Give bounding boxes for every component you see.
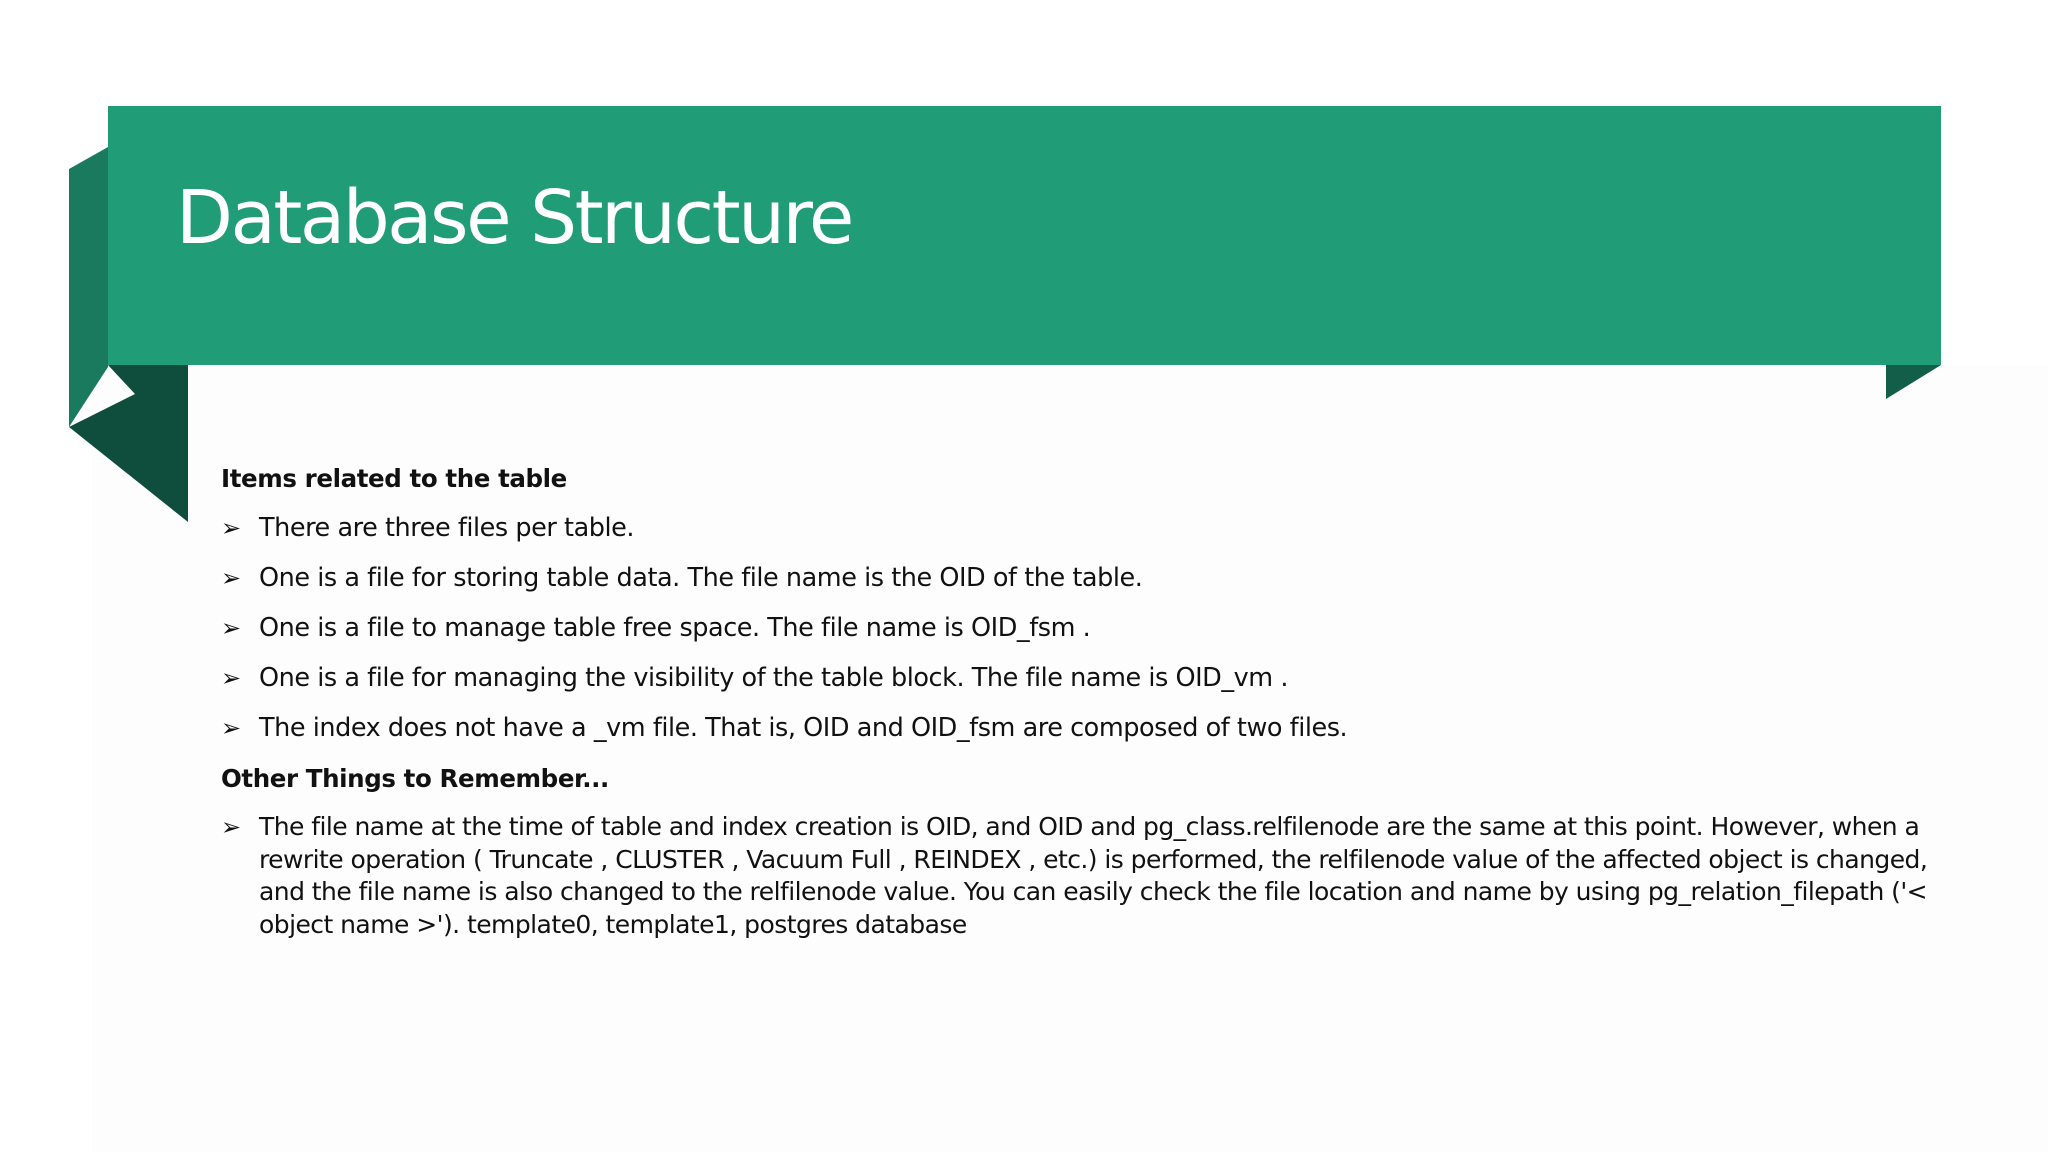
bullet-item: [221, 562, 1941, 595]
bullet-text: One is a file for storing table data. The file name is the OID of the table.: [259, 562, 1143, 593]
arrowhead-bullet-icon: ➢: [221, 614, 241, 643]
bullet-item: [221, 662, 1941, 695]
arrowhead-bullet-icon: ➢: [221, 813, 241, 842]
bullet-text: There are three files per table.: [259, 512, 635, 543]
bullet-item: [221, 712, 1941, 745]
bullet-item: [221, 811, 1941, 941]
arrowhead-bullet-icon: ➢: [221, 664, 241, 693]
arrowhead-bullet-icon: ➢: [221, 714, 241, 743]
bullet-text: One is a file to manage table free space. The file name is OID_fsm .: [259, 613, 1091, 644]
bullet-text: The index does not have a _vm file. That is, OID and OID_fsm are composed of two files.: [259, 713, 1348, 744]
slide-title: Database Structure: [176, 175, 852, 261]
title-ribbon: [0, 0, 2048, 540]
arrowhead-bullet-icon: ➢: [221, 563, 241, 592]
section-table-items: [221, 463, 1941, 746]
ribbon-fold-right: [1886, 365, 1941, 399]
slide-body: [221, 463, 1941, 958]
bullet-item: [221, 512, 1941, 545]
section-heading: Other Things to Remember...: [221, 763, 609, 793]
bullet-list: [221, 512, 1941, 746]
arrowhead-bullet-icon: ➢: [221, 513, 241, 542]
section-heading: Items related to the table: [221, 464, 567, 493]
ribbon-fold-left: [69, 147, 108, 427]
bullet-list: [221, 811, 1941, 941]
bullet-text: One is a file for managing the visibility of the table block. The file name is OID_vm .: [259, 663, 1288, 694]
section-other-things: [221, 763, 1941, 942]
bullet-item: [221, 612, 1941, 645]
bullet-text: The file name at the time of table and index creation is OID, and OID and pg_class.relfilenode are the same at this point. However, when a rewrite operation ( Truncate , CLUSTER , Vacuum Full , REINDEX , etc.) is performed, the relfilenode value of the affected object is changed, and the file name is also changed to the relfilenode value. You can easily check the file location and name by using pg_relation_filepath ('< object name >'). template0, template1, postgres database: [259, 812, 1928, 939]
